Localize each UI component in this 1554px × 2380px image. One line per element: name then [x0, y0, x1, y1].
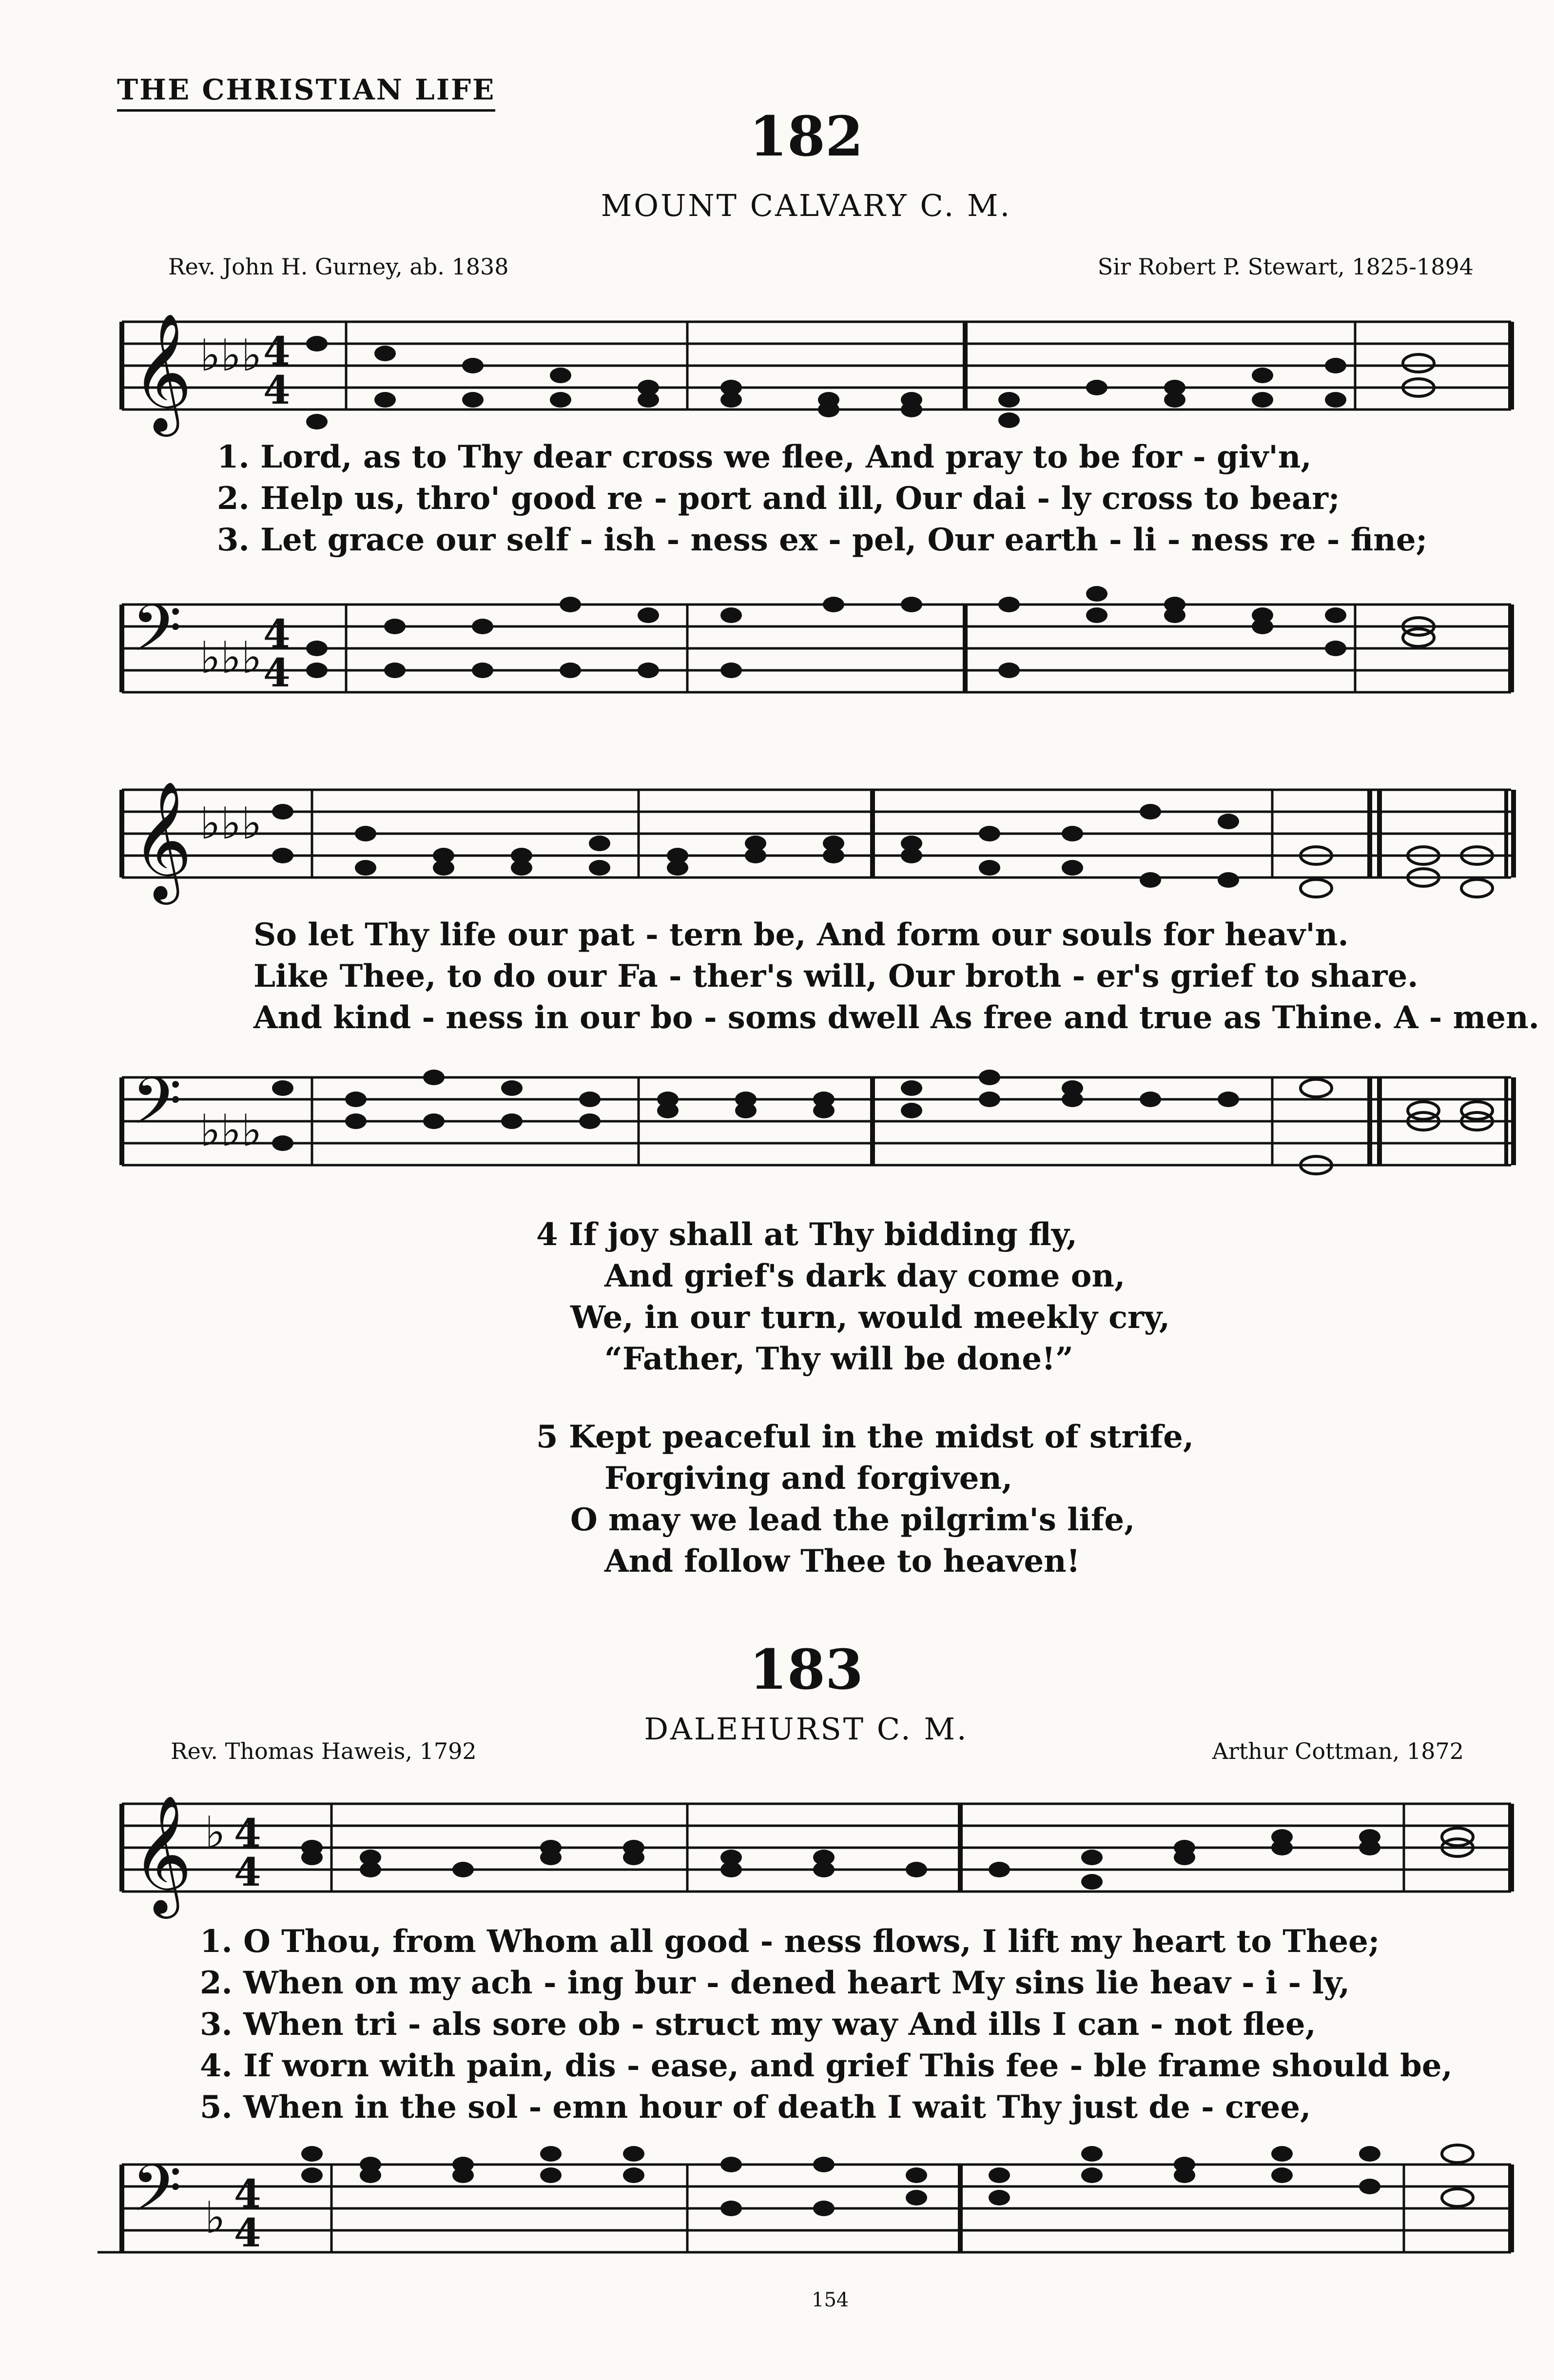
hymn-number-183: 183 [749, 1638, 863, 1702]
svg-text:𝄢: 𝄢 [132, 590, 182, 682]
lyric-line-183-4: 4. If worn with pain, dis - ease, and grief This fee - ble frame should be, [200, 2048, 1453, 2084]
svg-text:4: 4 [263, 611, 291, 657]
svg-text:4: 4 [234, 1849, 261, 1895]
svg-text:4: 4 [263, 367, 291, 413]
tune-name-183: DALEHURST C. M. [644, 1711, 969, 1747]
verse-4-line-1: 4 If joy shall at Thy bidding fly, [536, 1216, 1078, 1253]
verse-5-line-2: Forgiving and forgiven, [604, 1460, 1013, 1497]
verse-5-line-3: O may we lead the pilgrim's life, [570, 1502, 1135, 1538]
running-head: THE CHRISTIAN LIFE [117, 73, 495, 112]
music-notation [112, 575, 1516, 731]
svg-text:♭: ♭ [205, 1807, 226, 1858]
music-notation [112, 761, 1516, 907]
music-notation [112, 1775, 1516, 1931]
svg-text:♭: ♭ [205, 2192, 226, 2243]
author-182: Rev. John H. Gurney, ab. 1838 [168, 254, 509, 280]
composer-182: Sir Robert P. Stewart, 1825-1894 [1097, 254, 1474, 280]
staff-treble-183 [112, 1775, 1516, 1931]
svg-text:4: 4 [263, 328, 291, 374]
lyric-line-183-2: 2. When on my ach - ing bur - dened heart My sins lie heav - i - ly, [200, 1965, 1350, 2001]
music-notation [97, 2135, 1516, 2311]
staff-bass-182-1 [112, 575, 1516, 731]
svg-text:4: 4 [234, 2171, 261, 2217]
svg-text:𝄞: 𝄞 [132, 780, 193, 899]
lyric-line-182-4: So let Thy life our pat - tern be, And form our souls for heav'n. [253, 917, 1349, 953]
svg-text:𝄢: 𝄢 [132, 1063, 182, 1154]
svg-text:4: 4 [234, 1810, 261, 1856]
lyric-line-182-6: And kind - ness in our bo - soms dwell As free and true as Thine. A - men. [253, 999, 1539, 1036]
lyric-line-182-3: 3. Let grace our self - ish - ness ex - pel, Our earth - li - ness re - fine; [217, 522, 1428, 558]
verse-5-line-1: 5 Kept peaceful in the midst of strife, [536, 1419, 1194, 1455]
svg-text:4: 4 [263, 650, 291, 696]
music-notation [112, 1048, 1516, 1204]
staff-bass-182-2 [112, 1048, 1516, 1204]
lyric-line-182-2: 2. Help us, thro' good re - port and ill, Our dai - ly cross to bear; [217, 480, 1340, 517]
tune-name-182: MOUNT CALVARY C. M. [601, 188, 1012, 223]
hymn-number-182: 182 [749, 105, 863, 169]
author-183: Rev. Thomas Haweis, 1792 [171, 1738, 477, 1764]
lyric-line-183-5: 5. When in the sol - emn hour of death I wait Thy just de - cree, [200, 2089, 1311, 2126]
verse-4-line-4: “Father, Thy will be done!” [604, 1341, 1073, 1377]
verse-4-line-3: We, in our turn, would meekly cry, [570, 1299, 1170, 1336]
verse-5-line-4: And follow Thee to heaven! [604, 1543, 1080, 1580]
svg-text:𝄢: 𝄢 [132, 2150, 182, 2242]
staff-bass-183 [97, 2135, 1516, 2311]
staff-treble-182-2 [112, 761, 1516, 907]
page-number: 154 [812, 2289, 849, 2311]
svg-text:♭♭♭: ♭♭♭ [200, 330, 262, 381]
lyric-line-183-3: 3. When tri - als sore ob - struct my way And ills I can - not flee, [200, 2006, 1316, 2043]
svg-text:♭♭♭: ♭♭♭ [200, 632, 262, 683]
svg-text:♭♭♭: ♭♭♭ [200, 798, 262, 849]
svg-text:4: 4 [234, 2210, 261, 2256]
staff-treble-182-1 [112, 293, 1516, 439]
verse-4-line-2: And grief's dark day come on, [604, 1258, 1126, 1294]
lyric-line-182-1: 1. Lord, as to Thy dear cross we flee, And pray to be for - giv'n, [217, 439, 1312, 475]
lyric-line-182-5: Like Thee, to do our Fa - ther's will, Our broth - er's grief to share. [253, 958, 1418, 995]
svg-text:𝄞: 𝄞 [132, 312, 193, 431]
composer-183: Arthur Cottman, 1872 [1212, 1738, 1464, 1764]
music-notation [112, 293, 1516, 439]
lyric-line-183-1: 1. O Thou, from Whom all good - ness flows, I lift my heart to Thee; [200, 1923, 1380, 1960]
svg-text:𝄞: 𝄞 [132, 1794, 193, 1913]
svg-text:♭♭♭: ♭♭♭ [200, 1105, 262, 1156]
